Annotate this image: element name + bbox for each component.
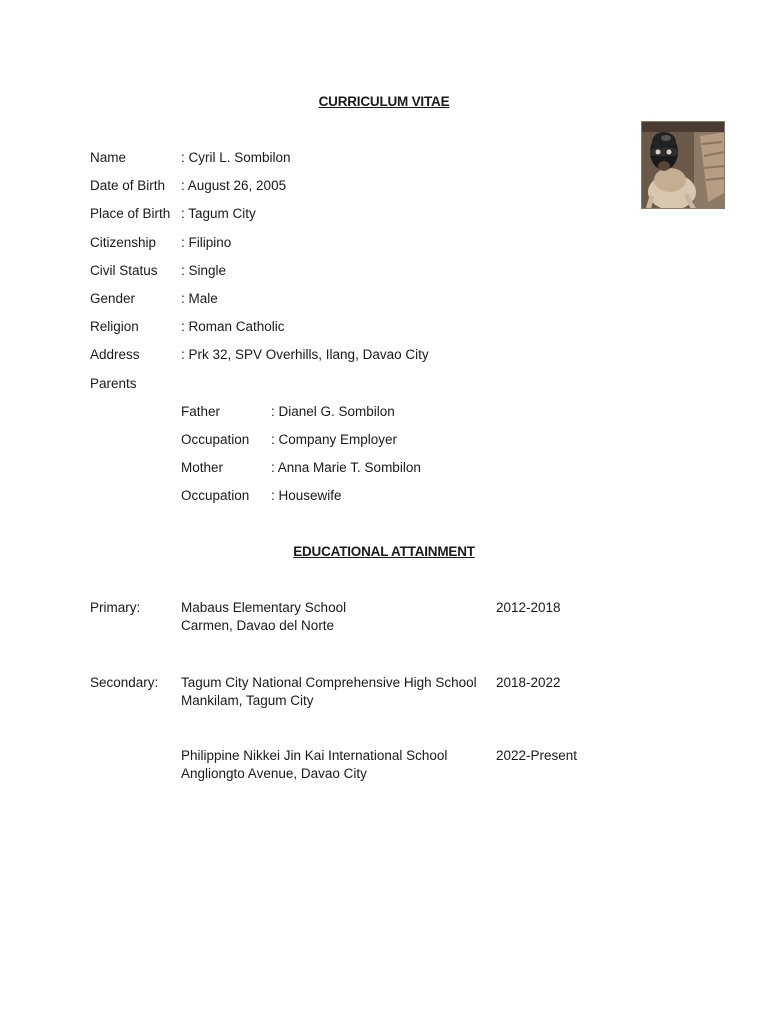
mother-occupation-value: : Housewife xyxy=(271,488,342,503)
dob-value: : August 26, 2005 xyxy=(181,178,287,193)
secondary-school xyxy=(181,675,477,709)
page-title: CURRICULUM VITAE xyxy=(318,94,450,109)
mother-value: : Anna Marie T. Sombilon xyxy=(271,460,421,475)
religion-value: : Roman Catholic xyxy=(181,319,285,334)
father-label: Father xyxy=(181,404,221,419)
primary-years: 2012-2018 xyxy=(496,600,561,615)
mother-label: Mother xyxy=(181,460,224,475)
primary-school-name: Mabaus Elementary School xyxy=(181,600,347,615)
name-label: Name xyxy=(90,150,127,165)
civil-status-label: Civil Status xyxy=(90,263,158,278)
primary-school xyxy=(181,600,346,634)
gender-label: Gender xyxy=(90,291,136,306)
father-occupation-label: Occupation xyxy=(181,432,250,447)
father-occupation-value: : Company Employer xyxy=(271,432,398,447)
education-title: EDUCATIONAL ATTAINMENT xyxy=(293,544,475,559)
citizenship-value: : Filipino xyxy=(181,235,232,250)
parents-label: Parents xyxy=(90,376,137,391)
religion-label: Religion xyxy=(90,319,139,334)
address-value: : Prk 32, SPV Overhills, Ilang, Davao City xyxy=(181,347,429,362)
senior-high-school-location: Angliongto Avenue, Davao City xyxy=(181,766,367,781)
secondary-label: Secondary: xyxy=(90,675,159,690)
citizenship-label: Citizenship xyxy=(90,235,157,250)
secondary-years: 2018-2022 xyxy=(496,675,561,690)
mother-occupation-label: Occupation xyxy=(181,488,250,503)
place-of-birth-label: Place of Birth xyxy=(90,206,171,221)
senior-high-years: 2022-Present xyxy=(496,748,578,763)
senior-high-school-name: Philippine Nikkei Jin Kai International School xyxy=(181,748,448,763)
dob-label: Date of Birth xyxy=(90,178,166,193)
gender-value: : Male xyxy=(181,291,218,306)
primary-label: Primary: xyxy=(90,600,141,615)
profile-photo xyxy=(641,121,725,209)
address-label: Address xyxy=(90,347,140,362)
secondary-school-name: Tagum City National Comprehensive High School xyxy=(181,675,477,690)
primary-school-location: Carmen, Davao del Norte xyxy=(181,618,335,633)
secondary-school-location: Mankilam, Tagum City xyxy=(181,693,314,708)
father-value: : Dianel G. Sombilon xyxy=(271,404,395,419)
profile-photo-image xyxy=(642,122,725,209)
name-value: : Cyril L. Sombilon xyxy=(181,150,291,165)
civil-status-value: : Single xyxy=(181,263,227,278)
place-of-birth-value: : Tagum City xyxy=(181,206,256,221)
senior-high-school xyxy=(181,748,447,782)
